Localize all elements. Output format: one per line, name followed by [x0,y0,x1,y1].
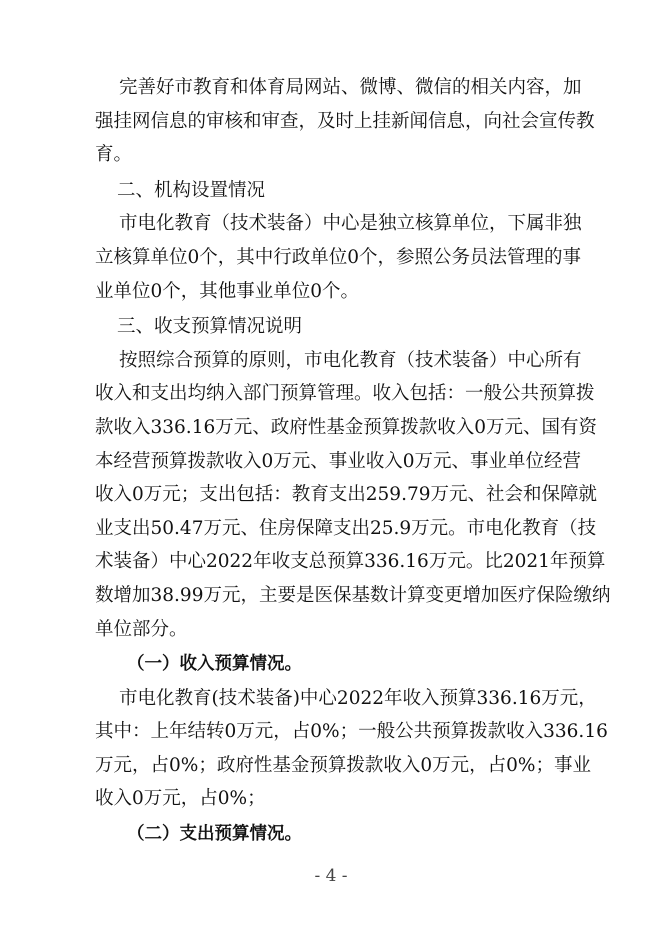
text-line: 款收入336.16万元、政府性基金预算拨款收入0万元、国有资 [95,416,598,438]
paragraph-budget [95,344,611,646]
text-line: 按照综合预算的原则，市电化教育（技术装备）中心所有 [119,349,582,371]
document-page [95,71,611,852]
text-line: 立核算单位0个，其中行政单位0个，参照公务员法管理的事 [95,246,582,268]
text-line: 业支出50.47万元、住房保障支出25.9万元。市电化教育（技 [95,517,597,539]
subsection-heading-expense: （二）支出预算情况。 [127,824,302,845]
section-heading-budget: 三、收支预算情况说明 [117,316,303,338]
text-line: 数增加38.99万元，主要是医保基数计算变更增加医疗保险缴纳 [95,584,611,606]
text-line: 收入和支出均纳入部门预算管理。收入包括：一般公共预算拨 [95,383,595,405]
subsection-heading-income: （一）收入预算情况。 [127,654,302,675]
text-line: 其中：上年结转0万元，占0%；一般公共预算拨款收入336.16 [95,721,608,743]
text-line: 强挂网信息的审核和审查，及时上挂新闻信息，向社会宣传教 [95,110,595,132]
page-number: - 4 - [314,866,348,886]
paragraph-income [95,682,608,816]
text-line: 业单位0个，其他事业单位0个。 [95,280,360,302]
paragraph-organization [95,207,582,308]
text-line: 万元，占0%；政府性基金预算拨款收入0万元，占0%；事业 [95,754,591,776]
text-line: 完善好市教育和体育局网站、微博、微信的相关内容，加 [119,77,582,98]
paragraph-website [95,71,595,172]
text-line: 市电化教育(技术装备)中心2022年收入预算336.16万元， [119,687,597,709]
text-line: 市电化教育（技术装备）中心是独立核算单位，下属非独 [119,213,582,235]
section-heading-organization: 二、机构设置情况 [117,179,266,201]
text-line: 本经营预算拨款收入0万元、事业收入0万元、事业单位经营 [95,450,582,472]
text-line: 收入0万元，占0%； [95,788,266,810]
text-line: 单位部分。 [95,618,188,640]
text-line: 育。 [95,144,133,166]
text-line: 收入0万元；支出包括：教育支出259.79万元、社会和保障就 [95,484,598,506]
text-line: 术装备）中心2022年收支总预算336.16万元。比2021年预算 [95,551,606,573]
